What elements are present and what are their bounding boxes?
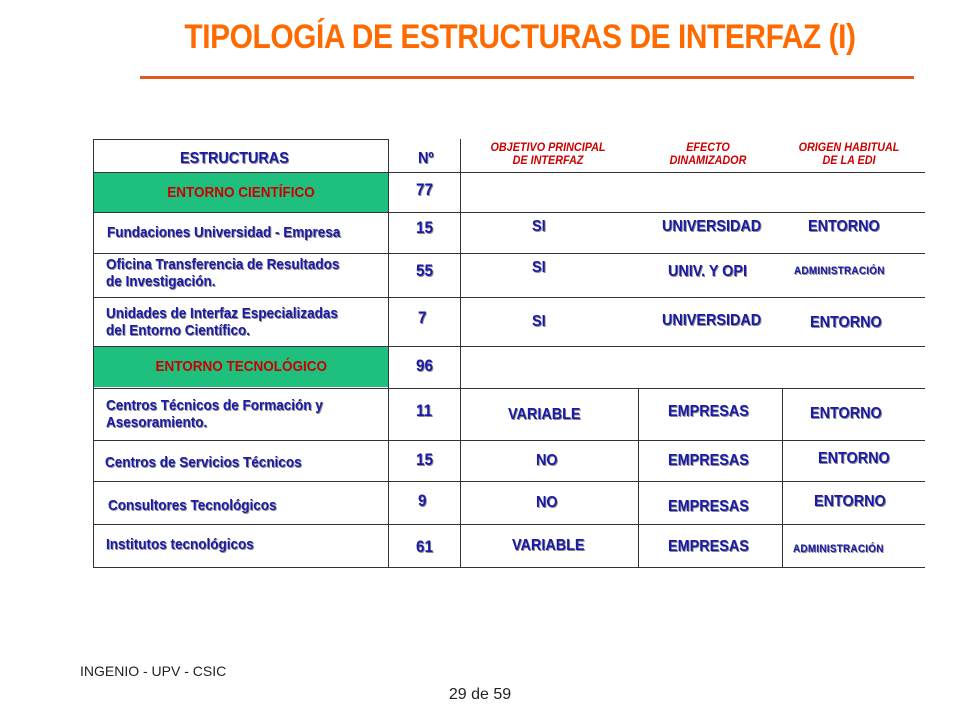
row-efecto: EMPRESAS [668, 498, 749, 515]
row-label [106, 256, 339, 290]
header-origen-line2: DE LA EDI [822, 153, 876, 167]
row-count: 61 [416, 537, 434, 556]
row-divider [93, 253, 925, 254]
row-label: Institutos tecnológicos [106, 536, 254, 553]
row-origen: ENTORNO [810, 314, 882, 331]
row-label-line1: Centros Técnicos de Formación y [106, 397, 323, 414]
header-objetivo-line2: DE INTERFAZ [512, 153, 584, 167]
column-divider [782, 388, 783, 568]
header-objetivo-line1: OBJETIVO PRINCIPAL [490, 140, 606, 154]
header-origen [786, 141, 912, 167]
row-efecto: UNIVERSIDAD [662, 218, 762, 235]
row-origen: ENTORNO [810, 405, 882, 422]
header-efecto [654, 141, 762, 167]
row-divider [93, 567, 925, 568]
row-label [106, 305, 338, 339]
row-origen: ENTORNO [808, 218, 880, 235]
row-label [106, 397, 323, 431]
row-efecto: EMPRESAS [668, 538, 749, 555]
row-label-line1: Oficina Transferencia de Resultados [106, 256, 340, 273]
row-divider [93, 212, 925, 213]
row-count: 15 [416, 450, 434, 469]
row-objetivo: SI [532, 218, 546, 235]
header-efecto-line2: DINAMIZADOR [669, 153, 747, 167]
row-label-line2: Asesoramiento. [106, 414, 208, 431]
row-divider [93, 524, 925, 525]
row-efecto: EMPRESAS [668, 403, 749, 420]
row-count: 9 [418, 491, 427, 510]
row-efecto: UNIVERSIDAD [662, 312, 762, 329]
row-count: 55 [416, 261, 434, 280]
column-divider [460, 139, 461, 568]
row-label: Fundaciones Universidad - Empresa [107, 224, 341, 241]
section-entorno-tecnologico [94, 347, 388, 387]
row-label: Consultores Tecnológicos [108, 497, 277, 514]
row-label-line2: de Investigación. [106, 273, 216, 290]
row-divider [93, 297, 925, 298]
row-divider [93, 481, 925, 482]
row-objetivo: SI [532, 313, 546, 330]
row-divider [93, 440, 925, 441]
footer-organization: INGENIO - UPV - CSIC [80, 663, 227, 679]
row-objetivo: NO [536, 452, 558, 469]
slide-title: TIPOLOGÍA DE ESTRUCTURAS DE INTERFAZ (I) [184, 18, 856, 56]
column-divider [638, 388, 639, 568]
header-numero: Nº [418, 150, 434, 167]
row-divider [93, 388, 925, 389]
column-divider [388, 139, 389, 568]
row-count: 7 [418, 308, 427, 327]
row-label-line1: Unidades de Interfaz Especializadas [106, 305, 338, 322]
row-origen: ADMINISTRACIÓN [794, 265, 885, 277]
page-number: 29 de 59 [448, 686, 512, 703]
header-origen-line1: ORIGEN HABITUAL [798, 140, 900, 154]
row-objetivo: VARIABLE [508, 406, 581, 423]
row-count: 15 [416, 218, 434, 237]
row-objetivo: SI [532, 259, 546, 276]
row-count: 11 [416, 401, 433, 420]
section-count: 77 [416, 180, 434, 199]
row-label-line2: del Entorno Científico. [106, 322, 250, 339]
row-objetivo: NO [536, 494, 558, 511]
section-entorno-cientifico [94, 173, 388, 212]
header-estructuras: ESTRUCTURAS [180, 150, 289, 167]
row-origen: ADMINISTRACIÓN [793, 543, 884, 555]
row-objetivo: VARIABLE [512, 537, 585, 554]
row-efecto: UNIV. Y OPI [668, 263, 747, 280]
section-label: ENTORNO TECNOLÓGICO [155, 358, 327, 375]
header-efecto-line1: EFECTO [686, 140, 730, 154]
row-origen: ENTORNO [814, 493, 886, 510]
row-divider [93, 139, 389, 140]
row-efecto: EMPRESAS [668, 452, 749, 469]
row-label: Centros de Servicios Técnicos [105, 454, 302, 471]
section-label: ENTORNO CIENTÍFICO [167, 184, 315, 201]
row-origen: ENTORNO [818, 450, 890, 467]
section-count: 96 [416, 356, 434, 375]
header-objetivo [476, 141, 620, 167]
